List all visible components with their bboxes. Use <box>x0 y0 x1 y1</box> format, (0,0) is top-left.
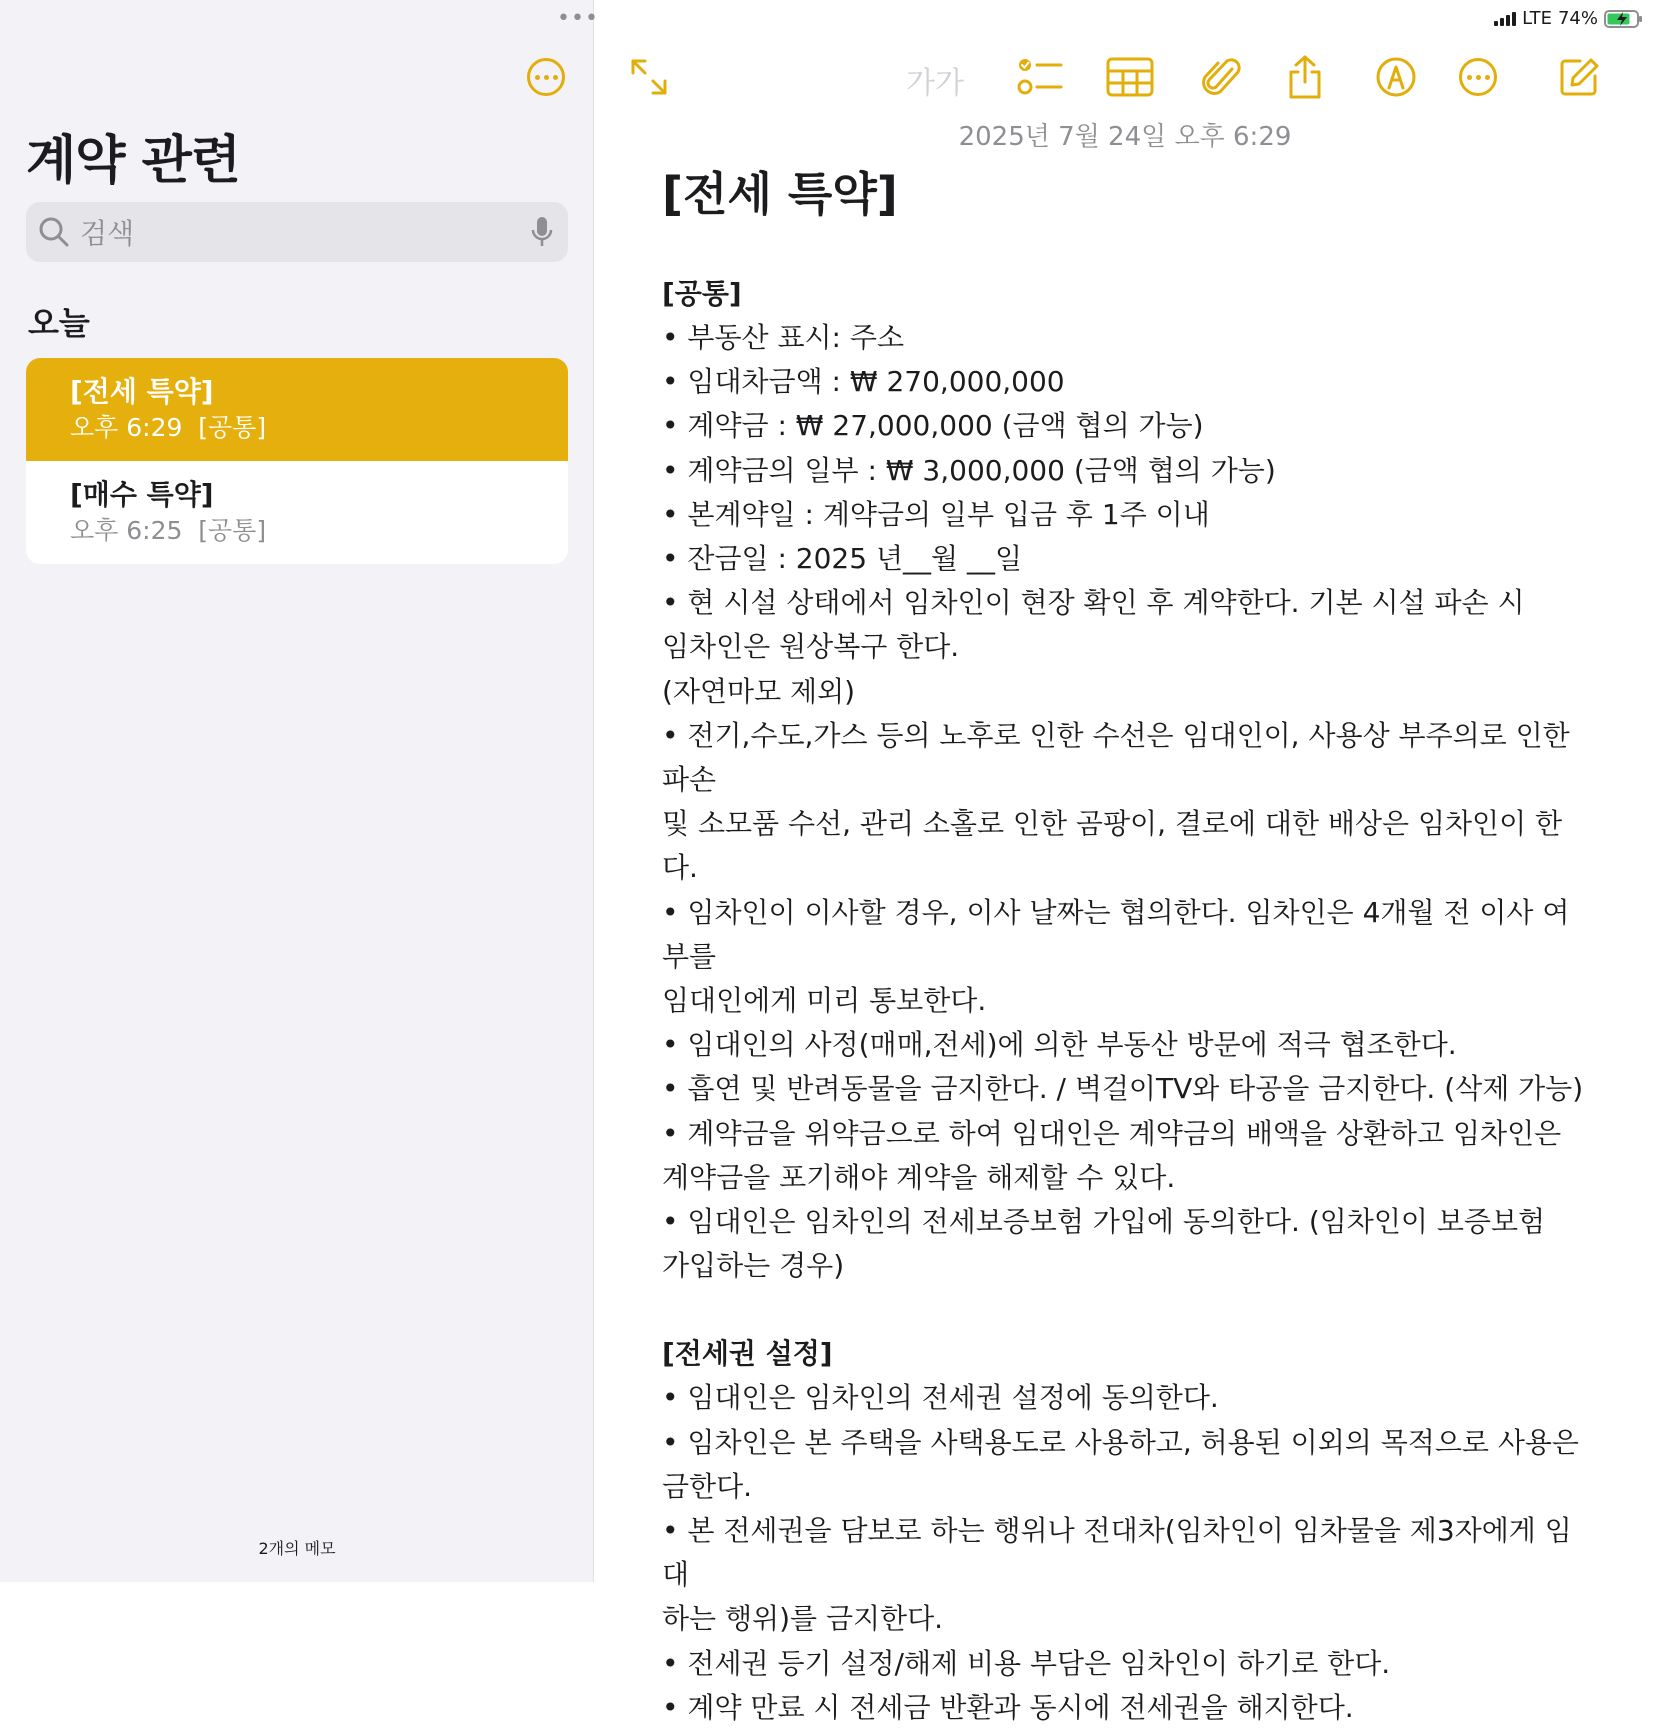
search-bar[interactable] <box>26 202 568 262</box>
checklist-icon[interactable] <box>1015 52 1065 102</box>
note-line: • 임대인은 임차인의 전세권 설정에 동의한다. <box>662 1381 1219 1415</box>
attachment-icon[interactable] <box>1197 52 1247 102</box>
note-line: 하는 행위)를 금지한다. <box>662 1602 944 1636</box>
note-list <box>26 358 568 564</box>
more-dot-icon <box>544 75 549 80</box>
more-dot-icon <box>553 75 558 80</box>
note-date: 2025년 7월 24일 오후 6:29 <box>958 122 1292 152</box>
note-line: • 본 전세권을 담보로 하는 행위나 전대차(임차인이 임차물을 제3자에게 임대 <box>662 1514 1572 1592</box>
note-line: • 계약금을 위약금으로 하여 임대인은 계약금의 배액을 상환하고 임차인은 <box>662 1116 1562 1150</box>
note-item-title: [전세 특약] <box>70 375 214 408</box>
network-label: LTE <box>1522 8 1552 29</box>
more-dot-icon <box>1485 75 1490 80</box>
note-line: (자연마모 제외) <box>662 674 856 708</box>
search-input[interactable] <box>78 210 522 256</box>
markup-pen-icon[interactable] <box>1371 52 1421 102</box>
note-line: • 잔금일 : 2025 년__월 __일 <box>662 542 1022 576</box>
note-line: • 본계약일 : 계약금의 일부 입금 후 1주 이내 <box>662 497 1210 531</box>
note-more-button[interactable] <box>1459 58 1497 96</box>
note-body[interactable] <box>662 160 1592 1730</box>
status-bar <box>1494 8 1644 29</box>
note-line: • 계약 만료 시 전세금 반환과 동시에 전세권을 해지한다. <box>662 1690 1354 1724</box>
note-line: • 흡연 및 반려동물을 금지한다. / 벽걸이TV와 타공을 금지한다. (삭제 가능) <box>662 1072 1584 1106</box>
note-line: 및 소모품 수선, 관리 소홀로 인한 곰팡이, 결로에 대한 배상은 임차인이 한다. <box>662 807 1563 885</box>
section-header-today: 오늘 <box>28 304 90 342</box>
more-dot-icon <box>1467 75 1472 80</box>
search-icon <box>38 216 70 248</box>
note-line: • 임대인은 임차인의 전세보증보험 가입에 동의한다. (임차인이 보증보험 <box>662 1205 1546 1239</box>
battery-percent: 74% <box>1557 8 1598 29</box>
multitasking-grabber-icon[interactable]: ••• <box>557 6 599 31</box>
note-section-label: [전세권 설정] <box>662 1337 833 1371</box>
note-item-title: [매수 특약] <box>70 478 214 511</box>
blank-line <box>662 1288 1592 1332</box>
note-count: 2개의 메모 <box>258 1539 336 1558</box>
battery-charging-icon <box>1604 9 1644 29</box>
note-item-meta: 오후 6:25 [공통] <box>70 516 267 545</box>
text-format-button[interactable]: 가가 <box>906 66 964 101</box>
table-icon[interactable] <box>1105 52 1155 102</box>
note-line: • 임대인의 사정(매매,전세)에 의한 부동산 방문에 적극 협조한다. <box>662 1028 1457 1062</box>
more-dot-icon <box>1476 75 1481 80</box>
note-line: 금한다. <box>662 1469 753 1503</box>
note-line: • 전세권 등기 설정/해제 비용 부담은 임차인이 하기로 한다. <box>662 1646 1391 1680</box>
note-line: • 부동산 표시: 주소 <box>662 321 904 354</box>
note-line: • 임차인은 본 주택을 사택용도로 사용하고, 허용된 이외의 목적으로 사용은 <box>662 1425 1579 1459</box>
notes-sidebar <box>0 0 599 1582</box>
note-line: 임대인에게 미리 통보한다. <box>662 984 987 1018</box>
note-list-item[interactable] <box>26 461 568 564</box>
sidebar-more-button[interactable] <box>527 58 565 96</box>
note-line: 계약금을 포기해야 계약을 해제할 수 있다. <box>662 1160 1176 1194</box>
note-list-item[interactable] <box>26 358 568 461</box>
note-line: • 계약금의 일부 : ₩ 3,000,000 (금액 협의 가능) <box>662 453 1276 487</box>
note-heading: [전세 특약] <box>662 167 898 221</box>
signal-icon <box>1494 12 1516 26</box>
microphone-icon[interactable] <box>530 215 554 249</box>
note-item-meta: 오후 6:29 [공통] <box>70 413 267 442</box>
note-line: • 임차인이 이사할 경우, 이사 날짜는 협의한다. 임차인은 4개월 전 이사 여부를 <box>662 895 1570 973</box>
note-line: • 임대차금액 : ₩ 270,000,000 <box>662 365 1065 399</box>
expand-icon[interactable] <box>624 52 674 102</box>
note-line: 임차인은 원상복구 한다. <box>662 630 960 664</box>
note-line: 가입하는 경우) <box>662 1249 845 1283</box>
note-section-label: [공통] <box>662 277 742 310</box>
more-dot-icon <box>535 75 540 80</box>
note-line: • 전기,수도,가스 등의 노후로 인한 수선은 임대인이, 사용상 부주의로 인한 파손 <box>662 718 1570 797</box>
note-editor <box>594 0 1656 1724</box>
note-line: • 계약금 : ₩ 27,000,000 (금액 협의 가능) <box>662 409 1204 443</box>
compose-icon[interactable] <box>1554 52 1604 102</box>
folder-title: 계약 관련 <box>26 131 241 191</box>
share-icon[interactable] <box>1280 52 1330 102</box>
note-line: • 현 시설 상태에서 임차인이 현장 확인 후 계약한다. 기본 시설 파손 시 <box>662 586 1525 620</box>
